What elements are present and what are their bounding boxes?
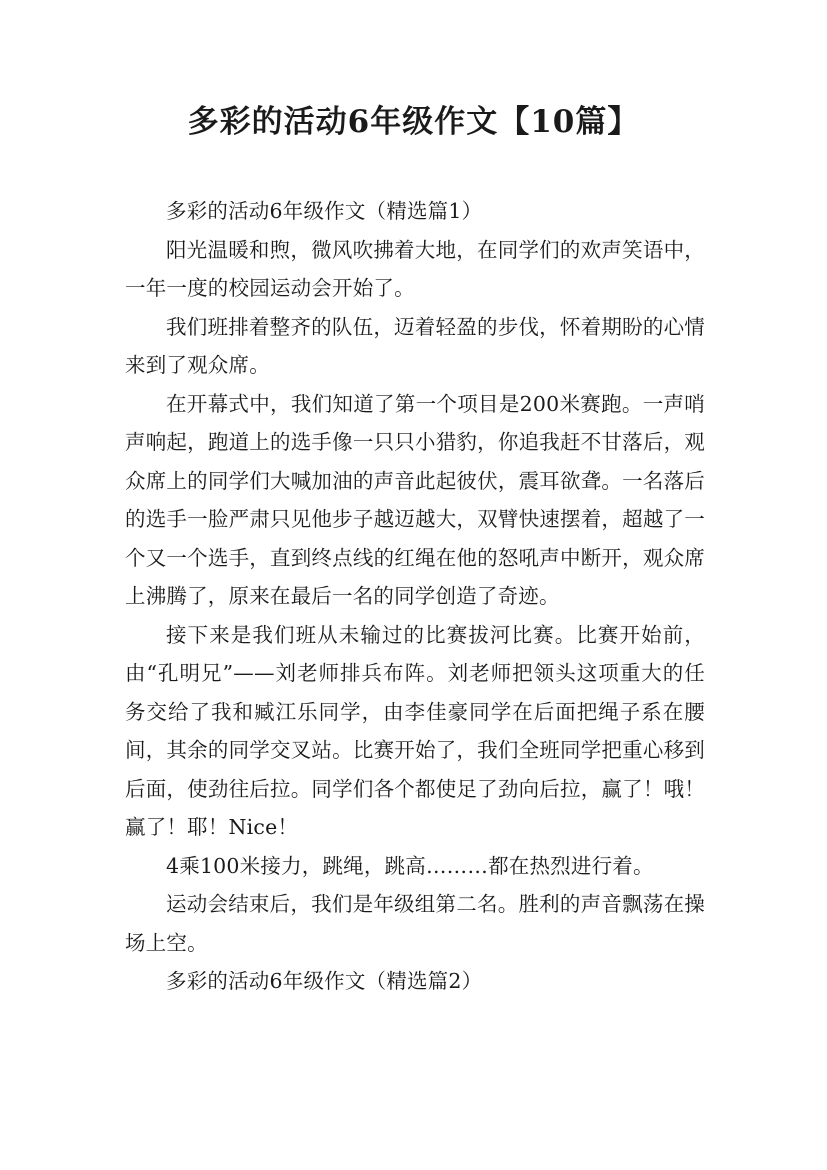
section-heading: 多彩的活动6年级作文（精选篇1） [166,199,483,223]
paragraph: 我们班排着整齐的队伍，迈着轻盈的步伐，怀着期盼的心情来到了观众席。 [125,314,705,377]
paragraph: 4乘100米接力，跳绳，跳高………都在热烈进行着。 [166,853,654,878]
paragraph: 运动会结束后，我们是年级组第二名。胜利的声音飘荡在操场上空。 [125,892,705,955]
paragraph: 在开幕式中，我们知道了第一个项目是200米赛跑。一声哨声响起，跑道上的选手像一只只小猎豹，你追我赶不甘落后，观众席上的同学们大喊加油的声音此起彼伏，震耳欲聋。一名落后的选手一脸严肃只见他步子越迈越大，双臂快速摆着，超越了一个又一个选手，直到终点线的红绳在他的怒吼声中断开，观众席上沸腾了，原来在最后一名的同学创造了奇迹。 [125,391,705,608]
document-title: 多彩的活动6年级作文【10篇】 [187,104,640,140]
paragraph: 阳光温暖和煦，微风吹拂着大地，在同学们的欢声笑语中，一年一度的校园运动会开始了。 [125,237,705,300]
document-body [125,192,705,1001]
section-heading: 多彩的活动6年级作文（精选篇2） [166,969,483,993]
paragraph: 接下来是我们班从未输过的比赛拔河比赛。比赛开始前，由“孔明兄”——刘老师排兵布阵。刘老师把领头这项重大的任务交给了我和臧江乐同学，由李佳豪同学在后面把绳子系在腰间，其余的同学交叉站。比赛开始了，我们全班同学把重心移到后面，使劲往后拉。同学们各个都使足了劲向后拉，赢了！哦！赢了！耶！Nice！ [125,622,705,839]
